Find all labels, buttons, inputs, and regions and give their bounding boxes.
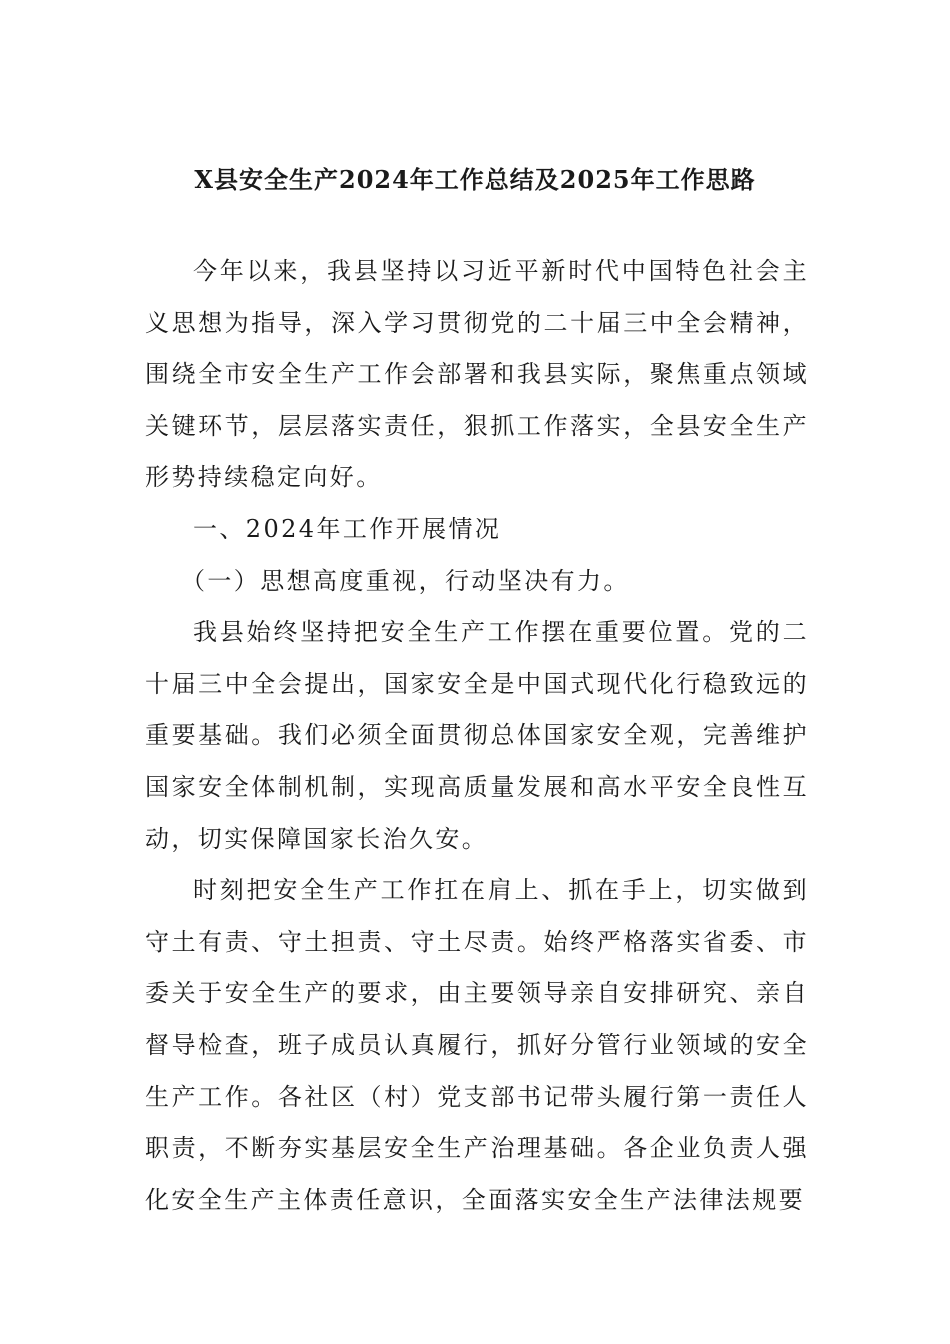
document-title: X县安全生产2024年工作总结及2025年工作思路 [194,165,756,194]
body-paragraph: 我县始终坚持把安全生产工作摆在重要位置。党的二十届三中全会提出，国家安全是中国式现代化行稳致远的重要基础。我们必须全面贯彻总体国家安全观，完善维护国家安全体制机制，实现高质量发展和高水平安全良性互动，切实保障国家长治久安。 [145,618,809,853]
intro-paragraph: 今年以来，我县坚持以习近平新时代中国特色社会主义思想为指导，深入学习贯彻党的二十届三中全会精神，围绕全市安全生产工作会部署和我县实际，聚焦重点领域关键环节，层层落实责任，狠抓工作落实，全县安全生产形势持续稳定向好。 [145,257,809,492]
section-heading: 一、2024年工作开展情况 [193,514,502,543]
body-paragraph: 时刻把安全生产工作扛在肩上、抓在手上，切实做到守土有责、守土担责、守土尽责。始终严格落实省委、市委关于安全生产的要求，由主要领导亲自安排研究、亲自督导检查，班子成员认真履行，抓好分管行业领域的安全生产工作。各社区（村）党支部书记带头履行第一责任人职责，不断夯实基层安全生产治理基础。各企业负责人强化安全生产主体责任意识，全面落实安全生产法律法规要 [145,876,809,1214]
subsection-heading: （一）思想高度重视，行动坚决有力。 [181,566,630,595]
document-body [145,246,809,1226]
